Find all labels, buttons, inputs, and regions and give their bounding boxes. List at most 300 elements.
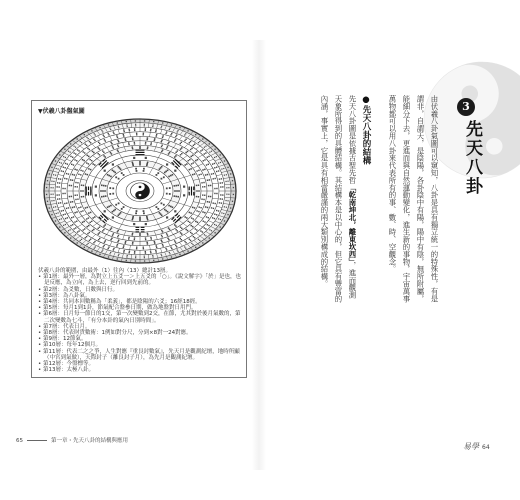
diagram-text-mark bbox=[146, 164, 148, 166]
center-taiji-icon bbox=[131, 183, 150, 199]
caption-item: • 第5層：每月1到1卦，節氣配合盤參日期，做為地盤對日用門。 bbox=[38, 305, 197, 312]
diagram-text-mark bbox=[60, 202, 61, 203]
diagram-text-mark bbox=[218, 170, 219, 171]
diagram-text-mark bbox=[191, 138, 192, 139]
diagram-text-mark bbox=[143, 248, 144, 249]
caption-item: • 第12層：今盤標等。 bbox=[38, 361, 94, 368]
diagram-text-mark bbox=[161, 141, 163, 143]
diagram-text-mark bbox=[115, 204, 117, 206]
diagram-text-mark bbox=[187, 130, 188, 131]
diagram-text-mark bbox=[189, 222, 190, 223]
diagram-text-mark bbox=[209, 237, 210, 238]
yin-line-right bbox=[189, 192, 190, 196]
diagram-text-mark bbox=[209, 201, 211, 203]
diagram-text-mark bbox=[135, 125, 136, 126]
caption-item: • 第7層：代表日月。 bbox=[38, 323, 91, 330]
diagram-text-mark bbox=[80, 141, 81, 142]
diagram-text-mark bbox=[221, 212, 222, 213]
diagram-text-mark bbox=[174, 195, 176, 197]
diagram-text-mark bbox=[205, 235, 206, 236]
diagram-text-mark bbox=[227, 181, 228, 182]
diagram-text-mark bbox=[185, 248, 186, 249]
diagram-text-mark bbox=[179, 127, 180, 128]
diagram-text-mark bbox=[147, 243, 149, 245]
diagram-text-mark bbox=[68, 230, 69, 231]
diagram-text-mark bbox=[168, 239, 170, 241]
diagram-text-mark bbox=[209, 143, 210, 144]
diagram-text-mark bbox=[192, 226, 194, 228]
diagram-text-mark bbox=[145, 130, 146, 131]
diagram-text-mark bbox=[204, 195, 205, 196]
diagram-text-mark bbox=[59, 198, 60, 199]
diagram-text-mark bbox=[83, 229, 84, 230]
diagram-text-mark bbox=[134, 130, 135, 131]
diagram-text-mark bbox=[136, 133, 137, 134]
diagram-text-mark bbox=[110, 152, 112, 154]
diagram-text-mark bbox=[89, 240, 90, 241]
diagram-text-mark bbox=[164, 209, 166, 211]
diagram-text-mark bbox=[187, 230, 189, 232]
diagram-text-mark bbox=[175, 155, 177, 157]
diagram-text-mark bbox=[200, 230, 201, 231]
diagram-text-mark bbox=[83, 151, 84, 152]
diagram-text-mark bbox=[171, 256, 172, 257]
diagram-text-mark bbox=[55, 160, 56, 161]
diagram-text-mark bbox=[195, 134, 196, 135]
diagram-text-mark bbox=[226, 174, 227, 175]
caption-item: • 第9層：12節氣。 bbox=[38, 336, 87, 343]
diagram-text-mark bbox=[156, 245, 157, 246]
diagram-text-mark bbox=[143, 212, 145, 214]
diagram-text-mark bbox=[144, 256, 145, 257]
diagram-text-mark bbox=[121, 172, 123, 174]
diagram-text-mark bbox=[143, 133, 144, 134]
diagram-text-mark bbox=[84, 247, 85, 248]
diagram-text-mark bbox=[126, 124, 127, 125]
diagram-text-mark bbox=[168, 176, 170, 178]
diagram-text-mark bbox=[77, 242, 78, 243]
diagram-text-mark bbox=[91, 251, 92, 252]
yin-line-left bbox=[141, 227, 145, 228]
diagram-text-mark bbox=[73, 152, 74, 153]
diagram-text-mark bbox=[62, 193, 63, 194]
diagram-text-mark bbox=[143, 168, 145, 170]
diagram-text-mark bbox=[204, 212, 206, 214]
diagram-text-mark bbox=[83, 196, 85, 198]
diagram-text-mark bbox=[177, 184, 179, 186]
diagram-text-mark bbox=[216, 193, 217, 194]
caption-item: • 第10層：每年12個月。 bbox=[38, 342, 101, 349]
diagram-text-mark bbox=[143, 247, 144, 248]
diagram-text-mark bbox=[58, 186, 59, 187]
diagram-text-mark bbox=[108, 256, 109, 257]
diagram-text-mark bbox=[101, 251, 102, 252]
diagram-text-mark bbox=[70, 229, 71, 230]
diagram-text-mark bbox=[99, 154, 100, 155]
diagram-text-mark bbox=[61, 210, 62, 211]
diagram-text-mark bbox=[156, 134, 157, 135]
diagram-text-mark bbox=[51, 167, 52, 168]
diagram-text-mark bbox=[108, 133, 109, 134]
diagram-text-mark bbox=[191, 163, 192, 164]
diagram-text-mark bbox=[125, 140, 127, 142]
diagram-text-mark bbox=[84, 228, 85, 229]
diagram-text-mark bbox=[66, 202, 67, 203]
diagram-text-mark bbox=[178, 190, 180, 192]
diagram-text-mark bbox=[80, 190, 82, 192]
diagram-text-mark bbox=[51, 200, 52, 201]
diagram-text-mark bbox=[198, 239, 199, 240]
diagram-text-mark bbox=[132, 234, 134, 236]
diagram-text-mark bbox=[78, 230, 79, 231]
diagram-text-mark bbox=[180, 143, 181, 144]
diagram-text-mark bbox=[134, 251, 135, 252]
diagram-text-mark bbox=[184, 134, 185, 135]
diagram-text-mark bbox=[195, 221, 197, 223]
diagram-text-mark bbox=[88, 212, 90, 214]
diagram-text-mark bbox=[193, 162, 194, 163]
diagram-text-mark bbox=[177, 150, 178, 151]
diagram-text-mark bbox=[69, 196, 71, 198]
diagram-text-mark bbox=[189, 239, 190, 240]
diagram-text-mark bbox=[113, 233, 114, 234]
diagram-text-mark bbox=[62, 188, 63, 189]
diagram-text-mark bbox=[103, 152, 104, 153]
diagram-text-mark bbox=[167, 146, 168, 147]
diagram-text-mark bbox=[64, 203, 65, 204]
diagram-text-mark bbox=[78, 150, 79, 151]
diagram-text-mark bbox=[123, 134, 124, 135]
diagram-text-mark bbox=[216, 188, 217, 189]
diagram-text-mark bbox=[132, 233, 134, 235]
diagram-text-mark bbox=[82, 159, 84, 161]
diagram-text-mark bbox=[205, 228, 206, 229]
diagram-text-mark bbox=[226, 194, 227, 195]
diagram-text-mark bbox=[214, 224, 215, 225]
diagram-text-mark bbox=[162, 135, 163, 136]
diagram-text-mark bbox=[128, 237, 129, 238]
diagram-text-mark bbox=[70, 152, 71, 153]
diagram-text-mark bbox=[66, 178, 67, 179]
diagram-text-mark bbox=[76, 211, 78, 213]
diagram-text-mark bbox=[192, 244, 193, 245]
diagram-text-mark bbox=[89, 141, 90, 142]
diagram-text-mark bbox=[191, 243, 192, 244]
diagram-text-mark bbox=[205, 146, 206, 147]
diagram-text-mark bbox=[198, 184, 200, 186]
diagram-text-mark bbox=[211, 173, 212, 174]
diagram-text-mark bbox=[115, 176, 117, 178]
diagram-text-mark bbox=[116, 245, 117, 246]
diagram-text-mark bbox=[139, 146, 141, 148]
diagram-text-mark bbox=[128, 252, 129, 253]
diagram-text-mark bbox=[139, 161, 141, 163]
diagram-text-mark bbox=[85, 144, 86, 145]
diagram-text-mark bbox=[56, 168, 57, 169]
diagram-text-mark bbox=[103, 196, 105, 198]
diagram-text-mark bbox=[211, 207, 212, 208]
diagram-text-mark bbox=[59, 154, 60, 155]
chapter-number-badge: 3 bbox=[457, 98, 475, 116]
diagram-text-mark bbox=[103, 155, 105, 157]
diagram-text-mark bbox=[98, 142, 99, 143]
caption-item: • 第2層：為爻數，日數與日行。 bbox=[38, 286, 118, 293]
diagram-text-mark bbox=[47, 180, 48, 181]
diagram-text-mark bbox=[94, 241, 95, 242]
diagram-text-mark bbox=[170, 246, 171, 247]
diagram-text-mark bbox=[222, 186, 223, 187]
intro-paragraph: 由伏羲八卦氣圖可以窺知，八卦是具有獨立統一的特殊性，有是謂非，自謂天，是陰陽，各卦陰中有陽，陽中有陰，無所附屬，能細分下去，更進而與自然運動變化，進生新的事物，宇宙萬事萬物都可以用八卦來代表所有的事、數、時、空觀念。 bbox=[388, 95, 439, 303]
diagram-text-mark bbox=[195, 160, 197, 162]
diagram-text-mark bbox=[198, 196, 200, 198]
diagram-text-mark bbox=[99, 238, 100, 239]
diagram-text-mark bbox=[81, 196, 83, 198]
diagram-text-mark bbox=[161, 151, 163, 153]
diagram-text-mark bbox=[127, 255, 128, 256]
diagram-text-mark bbox=[199, 174, 200, 175]
footer-rule bbox=[27, 440, 47, 441]
diagram-text-mark bbox=[210, 185, 212, 187]
diagram-text-mark bbox=[181, 239, 182, 240]
diagram-text-mark bbox=[124, 250, 125, 251]
diagram-text-mark bbox=[200, 207, 201, 208]
diagram-text-mark bbox=[109, 253, 110, 254]
diagram-text-mark bbox=[220, 182, 221, 183]
diagram-text-mark bbox=[126, 256, 127, 257]
diagram-text-mark bbox=[84, 152, 85, 153]
diagram-text-mark bbox=[175, 139, 176, 140]
diagram-text-mark bbox=[208, 164, 209, 165]
yang-line bbox=[191, 187, 192, 196]
diagram-text-mark bbox=[95, 134, 96, 135]
diagram-text-mark bbox=[84, 134, 85, 135]
diagram-text-mark bbox=[171, 133, 172, 134]
diagram-text-mark bbox=[187, 151, 189, 153]
diagram-text-mark bbox=[208, 185, 210, 187]
diagram-text-mark bbox=[194, 173, 196, 175]
diagram-text-mark bbox=[194, 207, 196, 209]
diagram-text-mark bbox=[169, 193, 171, 195]
diagram-text-mark bbox=[103, 229, 104, 230]
diagram-text-mark bbox=[87, 174, 89, 176]
diagram-text-mark bbox=[213, 178, 214, 179]
diagram-text-mark bbox=[162, 144, 163, 145]
diagram-text-mark bbox=[112, 187, 114, 189]
diagram-text-mark bbox=[175, 196, 177, 198]
diagram-text-mark bbox=[117, 140, 119, 142]
diagram-text-mark bbox=[167, 238, 169, 240]
diagram-text-mark bbox=[170, 175, 172, 177]
diagram-text-mark bbox=[214, 203, 215, 204]
diagram-text-mark bbox=[168, 153, 170, 155]
diagram-text-mark bbox=[63, 225, 64, 226]
diagram-text-mark bbox=[51, 187, 52, 188]
diagram-text-mark bbox=[203, 182, 204, 183]
diagram-text-mark bbox=[110, 229, 112, 231]
diagram-text-mark bbox=[68, 151, 69, 152]
yang-line bbox=[136, 152, 145, 153]
diagram-text-mark bbox=[90, 159, 91, 160]
diagram-text-mark bbox=[145, 223, 147, 225]
diagram-text-mark bbox=[145, 237, 146, 238]
diagram-text-mark bbox=[151, 238, 152, 239]
diagram-text-mark bbox=[185, 229, 187, 231]
diagram-text-mark bbox=[227, 214, 228, 215]
diagram-text-mark bbox=[58, 178, 59, 179]
diagram-text-mark bbox=[74, 206, 76, 208]
diagram-text-mark bbox=[145, 142, 146, 143]
diagram-text-mark bbox=[232, 201, 233, 202]
diagram-text-mark bbox=[190, 240, 191, 241]
diagram-text-mark bbox=[92, 230, 94, 232]
diagram-text-mark bbox=[181, 153, 182, 154]
diagram-text-mark bbox=[209, 179, 211, 181]
diagram-text-mark bbox=[108, 134, 109, 135]
diagram-text-mark bbox=[208, 156, 209, 157]
diagram-text-mark bbox=[95, 186, 97, 188]
diagram-text-mark bbox=[112, 234, 113, 235]
diagram-text-mark bbox=[65, 218, 66, 219]
diagram-text-mark bbox=[134, 128, 135, 129]
diagram-text-mark bbox=[168, 227, 170, 229]
diagram-text-mark bbox=[152, 256, 153, 257]
diagram-text-mark bbox=[75, 147, 76, 148]
diagram-text-mark bbox=[98, 239, 99, 240]
diagram-text-mark bbox=[208, 217, 209, 218]
diagram-text-mark bbox=[46, 194, 47, 195]
diagram-text-mark bbox=[184, 164, 186, 166]
diagram-text-mark bbox=[223, 168, 224, 169]
diagram-text-mark bbox=[194, 237, 195, 238]
diagram-text-mark bbox=[184, 216, 186, 218]
diagram-text-mark bbox=[211, 230, 212, 231]
diagram-text-mark bbox=[75, 153, 76, 154]
diagram-text-mark bbox=[109, 193, 111, 195]
diagram-text-mark bbox=[202, 138, 203, 139]
diagram-text-mark bbox=[144, 124, 145, 125]
diagram-text-mark bbox=[225, 181, 226, 182]
diagram-text-mark bbox=[104, 139, 105, 140]
diagram-text-mark bbox=[147, 162, 149, 164]
diagram-text-mark bbox=[219, 178, 220, 179]
diagram-text-mark bbox=[89, 149, 90, 150]
diagram-text-mark bbox=[104, 190, 106, 192]
diagram-text-mark bbox=[80, 240, 81, 241]
diagram-text-mark bbox=[145, 239, 146, 240]
diagram-text-mark bbox=[82, 190, 84, 192]
diagram-text-mark bbox=[214, 157, 215, 158]
diagram-text-mark bbox=[67, 163, 68, 164]
diagram-text-mark bbox=[124, 242, 126, 244]
diagram-text-mark bbox=[135, 124, 136, 125]
diagram-text-mark bbox=[196, 185, 198, 187]
diagram-text-mark bbox=[105, 195, 107, 197]
diagram-text-mark bbox=[65, 224, 66, 225]
diagram-text-mark bbox=[196, 190, 198, 192]
diagram-text-mark bbox=[88, 168, 90, 170]
diagram-text-mark bbox=[132, 242, 134, 244]
diagram-text-mark bbox=[213, 173, 214, 174]
diagram-text-mark bbox=[75, 195, 76, 196]
diagram-text-mark bbox=[161, 202, 163, 204]
diagram-text-mark bbox=[198, 170, 199, 171]
diagram-text-mark bbox=[72, 179, 74, 181]
diagram-text-mark bbox=[150, 130, 151, 131]
diagram-text-mark bbox=[118, 126, 119, 127]
diagram-text-mark bbox=[144, 260, 145, 261]
diagram-text-mark bbox=[136, 134, 137, 135]
diagram-text-mark bbox=[102, 150, 103, 151]
diagram-text-mark bbox=[56, 213, 57, 214]
diagram-text-mark bbox=[101, 184, 103, 186]
diagram-text-mark bbox=[191, 148, 192, 149]
diagram-text-mark bbox=[76, 221, 77, 222]
diagram-text-mark bbox=[110, 129, 111, 130]
diagram-text-mark bbox=[171, 248, 172, 249]
diagram-text-mark bbox=[139, 219, 141, 221]
diagram-text-mark bbox=[165, 171, 167, 173]
diagram-text-mark bbox=[166, 233, 167, 234]
diagram-text-mark bbox=[128, 238, 129, 239]
diagram-text-mark bbox=[184, 140, 185, 141]
diagram-text-mark bbox=[81, 239, 82, 240]
diagram-text-mark bbox=[161, 241, 163, 243]
diagram-text-mark bbox=[108, 246, 109, 247]
diagram-text-mark bbox=[98, 233, 100, 235]
diagram-text-mark bbox=[220, 219, 221, 220]
diagram-text-mark bbox=[64, 167, 65, 168]
diagram-text-mark bbox=[207, 179, 209, 181]
diagram-text-mark bbox=[155, 250, 156, 251]
diagram-text-mark bbox=[145, 157, 147, 159]
diagram-text-mark bbox=[134, 237, 135, 238]
diagram-text-mark bbox=[189, 142, 190, 143]
diagram-text-mark bbox=[75, 227, 76, 228]
diagram-text-mark bbox=[53, 181, 54, 182]
diagram-text-mark bbox=[134, 143, 135, 144]
diagram-text-mark bbox=[203, 221, 204, 222]
diagram-text-mark bbox=[222, 194, 223, 195]
diagram-text-mark bbox=[75, 186, 76, 187]
diagram-text-mark bbox=[188, 160, 189, 161]
diagram-text-mark bbox=[85, 207, 87, 209]
diagram-text-mark bbox=[166, 163, 168, 165]
diagram-text-mark bbox=[202, 169, 204, 171]
diagram-text-mark bbox=[86, 155, 88, 157]
diagram-text-mark bbox=[194, 144, 195, 145]
diagram-text-mark bbox=[105, 240, 106, 241]
diagram-text-mark bbox=[92, 163, 94, 165]
diagram-text-mark bbox=[206, 216, 207, 217]
diagram-text-mark bbox=[209, 152, 210, 153]
diagram-text-mark bbox=[161, 215, 163, 217]
diagram-text-mark bbox=[176, 246, 177, 247]
yang-line bbox=[136, 154, 145, 155]
diagram-text-mark bbox=[117, 236, 118, 237]
diagram-text-mark bbox=[206, 164, 207, 165]
diagram-text-mark bbox=[185, 139, 186, 140]
diagram-text-mark bbox=[123, 247, 124, 248]
diagram-text-mark bbox=[214, 193, 215, 194]
diagram-text-mark bbox=[112, 216, 114, 218]
diagram-text-mark bbox=[132, 146, 134, 148]
diagram-text-mark bbox=[190, 149, 191, 150]
diagram-text-mark bbox=[103, 246, 104, 247]
diagram-text-mark bbox=[169, 128, 170, 129]
taiji-dark-dot bbox=[139, 186, 142, 188]
diagram-text-mark bbox=[117, 137, 118, 138]
diagram-text-mark bbox=[180, 238, 181, 239]
